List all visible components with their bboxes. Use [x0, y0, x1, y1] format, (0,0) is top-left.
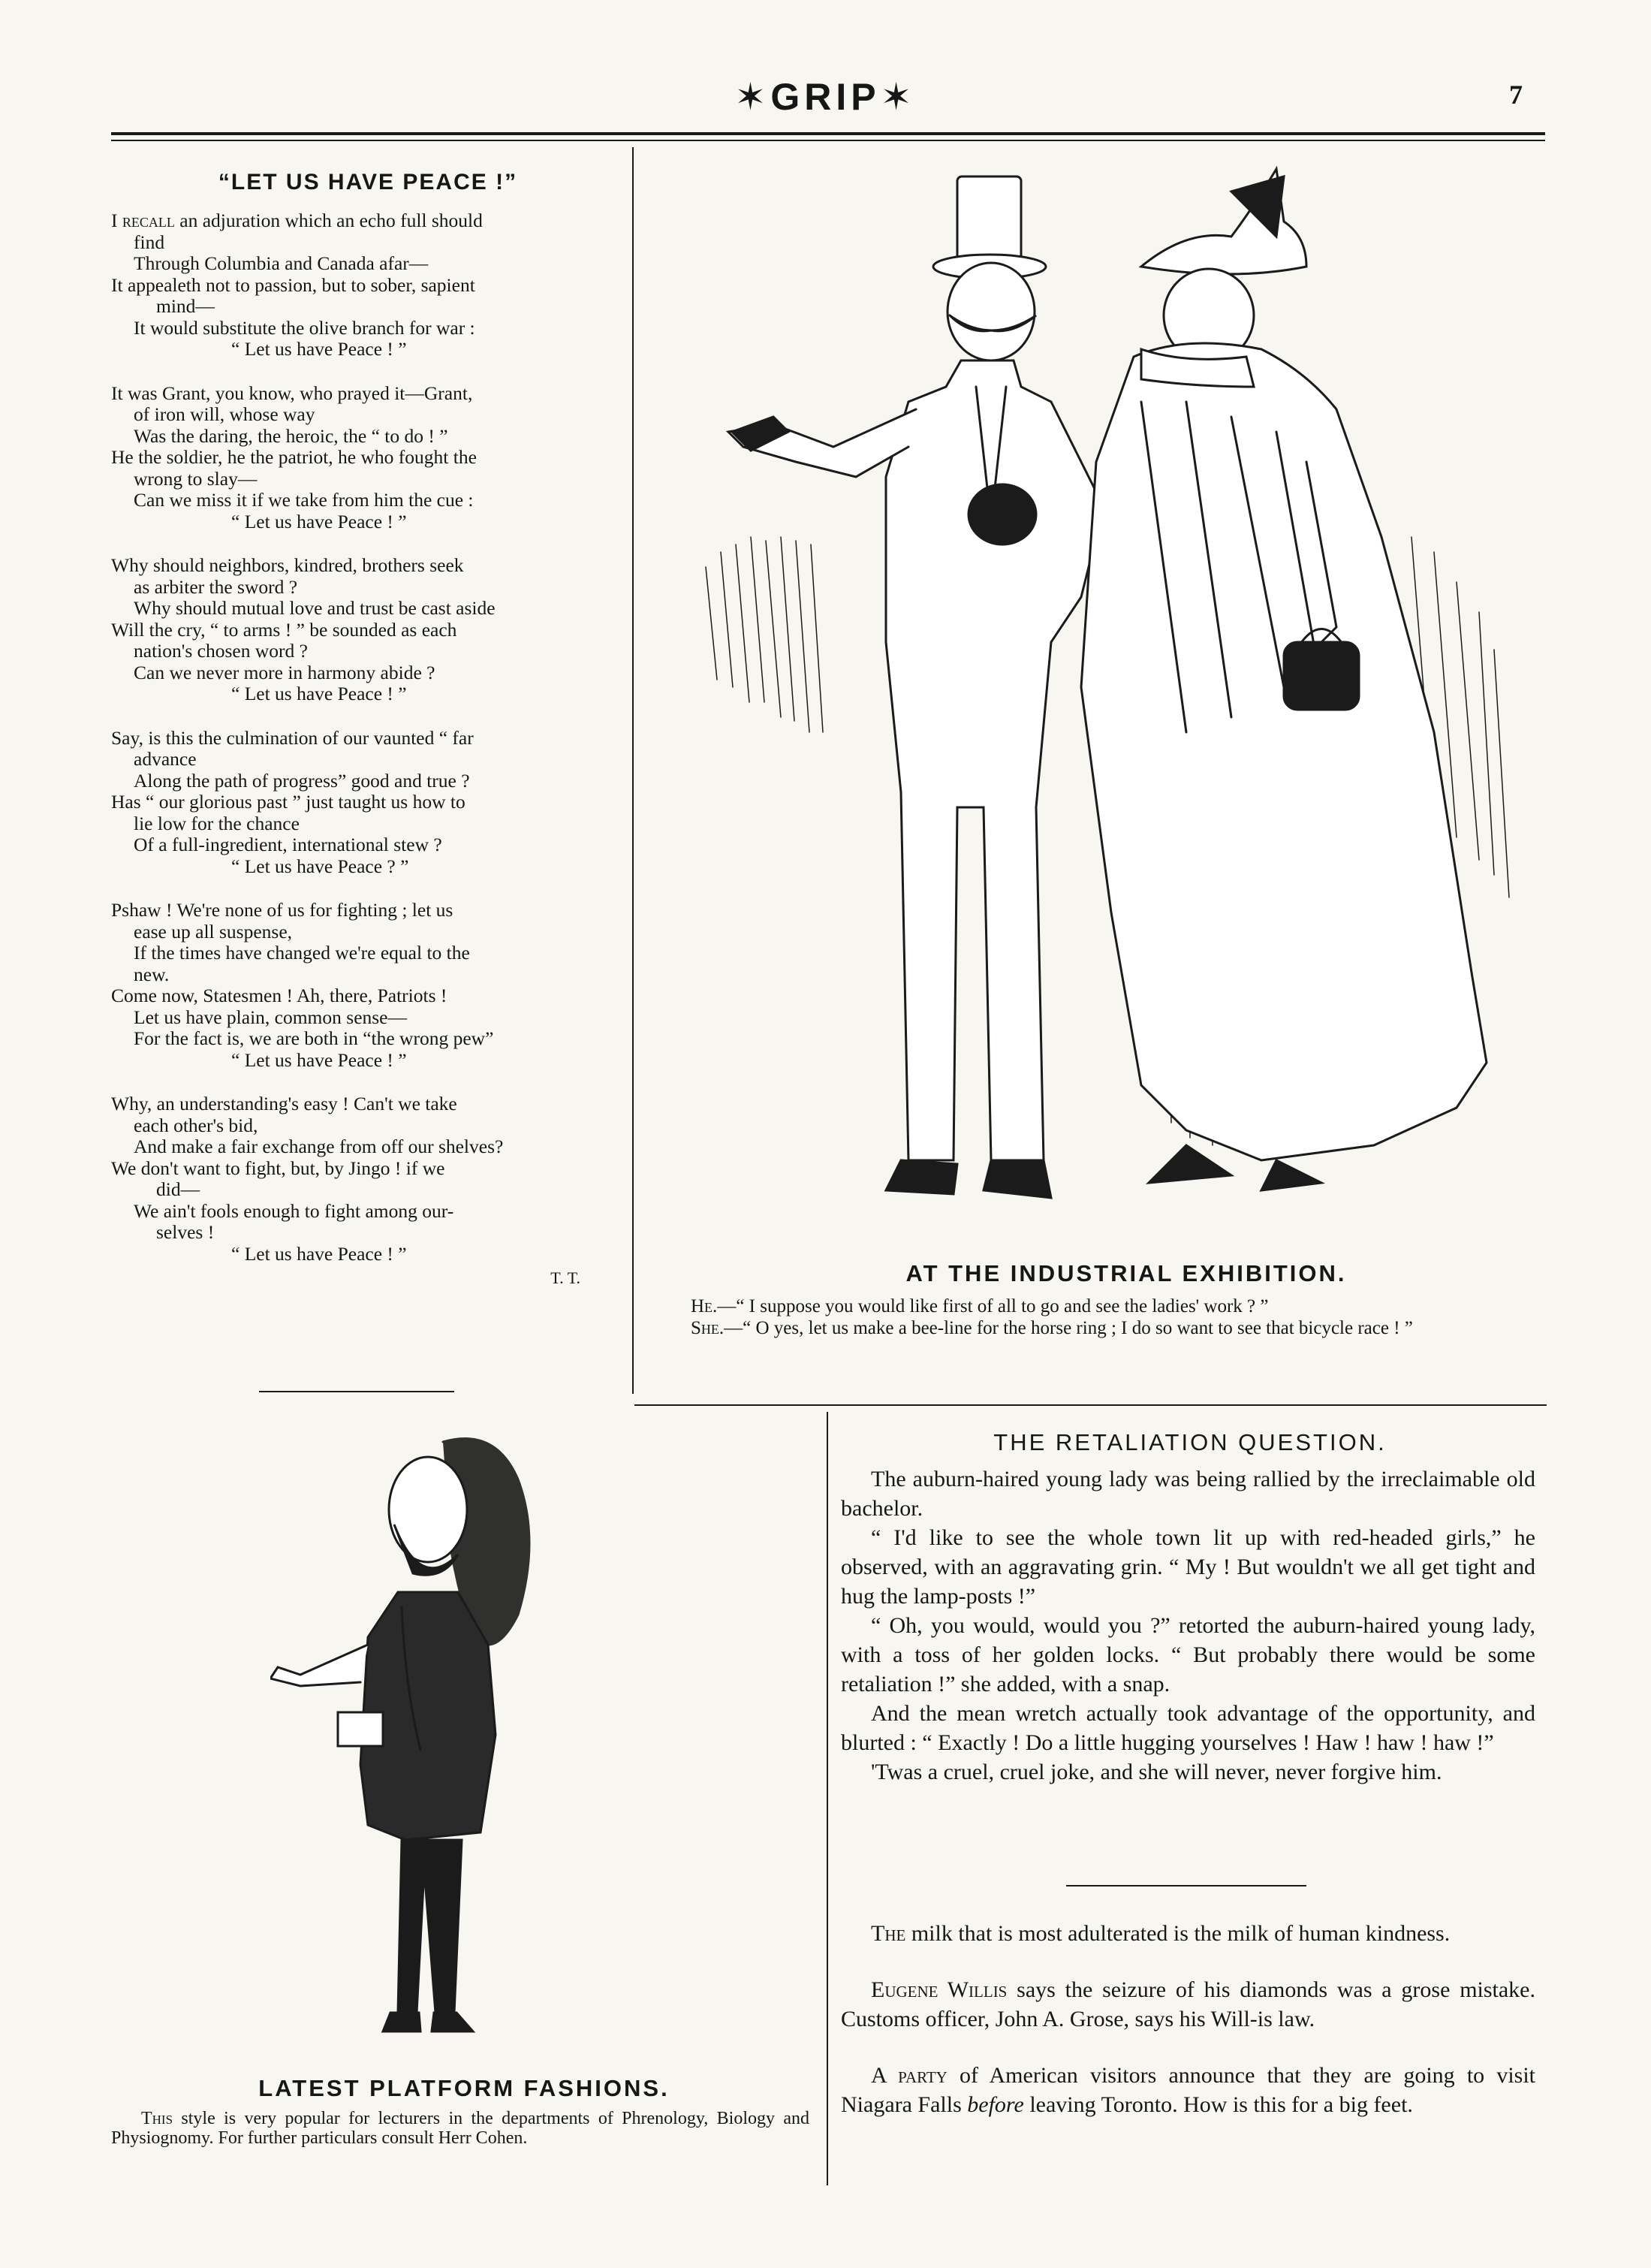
poem-stanza	[111, 210, 607, 360]
article-paragraph: “ I'd like to see the whole town lit up with red-headed girls,” he observed, with an aggravating grin. “ My ! But wouldn't we all get tight and hug the lamp-posts !”	[841, 1525, 1535, 1609]
fashions-lead: This	[141, 2109, 173, 2128]
poem-line: Has “ our glorious past ” just taught us how to	[111, 791, 465, 813]
retaliation-title: THE RETALIATION QUESTION.	[993, 1429, 1387, 1455]
poem-line: It would substitute the olive branch for war :	[134, 316, 475, 339]
squib-text: milk that is most adulterated is the milk of human kindness.	[905, 1921, 1451, 1946]
poem-stanza	[111, 728, 607, 878]
poem-line: Of a full-ingredient, international stew ?	[134, 834, 442, 855]
squib-tail: leaving Toronto. How is this for a big feet.	[1023, 2092, 1413, 2117]
poem-line: It appealeth not to passion, but to sober, sapient	[111, 273, 475, 296]
poem-stanza	[111, 555, 607, 705]
exhibition-illustration	[661, 161, 1562, 1243]
poem-line: each other's bid,	[134, 1114, 258, 1136]
article-paragraph: “ Oh, you would, would you ?” retorted the auburn-haired young lady, with a toss of her golden locks. “ But probably there would be some retaliation !” she added, with a snap.	[841, 1613, 1535, 1696]
she-text: —“ O yes, let us make a bee-line for the horse ring ; I do so want to see that bicycle race ! ”	[724, 1318, 1413, 1338]
poem-stanza	[111, 383, 607, 533]
poem-line: ease up all suspense,	[134, 920, 293, 942]
squib-lead: A party	[871, 2063, 948, 2088]
squib-text: says the seizure of his diamonds was a grose mistake. Customs officer, John A. Grose, says his Will-is law.	[841, 1977, 1535, 2031]
poem-line: find	[134, 231, 165, 253]
man-figure	[728, 176, 1104, 1198]
poem-line: It was Grant, you know, who prayed it—Grant,	[111, 382, 473, 404]
poem-line: did—	[156, 1178, 200, 1200]
fashions-caption	[111, 2109, 809, 2148]
poem-line: wrong to slay—	[134, 467, 258, 490]
column-divider-upper	[632, 147, 634, 1394]
poem-line: of iron will, whose way	[134, 403, 315, 425]
poem-line: I recall an adjuration which an echo full should	[111, 210, 483, 231]
poem-body	[111, 210, 607, 1289]
poem-line: Along the path of progress” good and true ?	[134, 769, 470, 792]
poem-line: lie low for the chance	[134, 812, 300, 834]
column-divider-lower	[827, 1412, 828, 2185]
poem-line: selves !	[156, 1221, 215, 1243]
lecturer-illustration	[270, 1419, 586, 2058]
poem-line: Through Columbia and Canada afar—	[134, 252, 429, 274]
he-text: —“ I suppose you would like first of all to go and see the ladies' work ? ”	[717, 1296, 1269, 1316]
poem-stanza	[111, 1093, 607, 1265]
she-label: She.	[691, 1318, 725, 1338]
poem-line: Pshaw ! We're none of us for fighting ; let us	[111, 899, 453, 921]
poem-line: as arbiter the sword ?	[134, 575, 298, 598]
squib-lead: The	[871, 1921, 906, 1946]
squib-1	[841, 1919, 1535, 1948]
poem-refrain: “ Let us have Peace ! ”	[231, 1242, 407, 1265]
poem-line: new.	[134, 963, 170, 985]
page-number: 7	[1509, 80, 1523, 110]
poem-title: “LET US HAVE PEACE !”	[218, 170, 518, 195]
poem-first-word: I recall	[111, 210, 175, 231]
poem-line: mind—	[156, 295, 215, 317]
poem-line: Was the daring, the heroic, the “ to do ! ”	[134, 424, 448, 447]
poem-line: Why should neighbors, kindred, brothers seek	[111, 554, 464, 576]
retaliation-article	[841, 1464, 1535, 1787]
poem-line: Can we never more in harmony abide ?	[134, 661, 435, 683]
poem-line: We ain't fools enough to fight among our-	[134, 1199, 454, 1222]
poem-line: Will the cry, “ to arms ! ” be sounded as each	[111, 618, 457, 641]
poem-end-rule	[259, 1391, 454, 1392]
article-paragraph: 'Twas a cruel, cruel joke, and she will never, never forgive him.	[871, 1760, 1442, 1784]
poem-stanza	[111, 900, 607, 1071]
squib-3	[841, 2061, 1535, 2119]
article-paragraph: And the mean wretch actually took advantage of the opportunity, and blurted : “ Exactly ! Do a little hugging yourselves ! Haw ! haw ! haw !”	[841, 1701, 1535, 1755]
poem-line: And make a fair exchange from off our shelves?	[134, 1136, 504, 1157]
squib-emphasis: before	[967, 2092, 1024, 2117]
poem-line: He the soldier, he the patriot, he who fought the	[111, 446, 477, 468]
poem-line: We don't want to fight, but, by Jingo ! if we	[111, 1157, 445, 1179]
header-rule-thick	[111, 132, 1545, 135]
poem-line: advance	[134, 748, 197, 770]
header-rule-thin	[111, 140, 1545, 141]
article-end-rule	[1066, 1885, 1306, 1886]
poem-line: Let us have plain, common sense—	[134, 1006, 407, 1028]
poem-line: Can we miss it if we take from him the cue :	[134, 489, 474, 511]
poem-line: nation's chosen word ?	[134, 640, 308, 662]
exhibition-caption-title: AT THE INDUSTRIAL EXHIBITION.	[905, 1260, 1347, 1286]
fashions-caption-title: LATEST PLATFORM FASHIONS.	[258, 2075, 670, 2101]
poem-refrain: “ Let us have Peace ! ”	[231, 1048, 407, 1071]
squib-2	[841, 1975, 1535, 2034]
masthead: ✶GRIP✶	[734, 76, 917, 118]
poem-refrain: “ Let us have Peace ! ”	[231, 683, 407, 704]
woman-figure	[1081, 169, 1487, 1190]
poem-refrain: “ Let us have Peace ! ”	[231, 510, 407, 532]
section-divider-horizontal	[634, 1404, 1547, 1406]
poem-line: Why should mutual love and trust be cast aside	[134, 597, 496, 619]
poem-line: If the times have changed we're equal to the	[134, 942, 470, 964]
he-label: He.	[691, 1296, 718, 1316]
squib-lead: Eugene Willis	[871, 1977, 1008, 2002]
exhibition-caption	[661, 1295, 1547, 1339]
squib-text: of American visitors announce that they are going to visit Niagara Falls	[841, 2063, 1535, 2117]
poem-refrain: “ Let us have Peace ! ”	[231, 338, 407, 360]
exhibition-dialogue-she	[661, 1317, 1547, 1339]
fashions-text: style is very popular for lecturers in the departments of Phrenology, Biology and Physiognomy. For further particulars consult Herr Cohen.	[111, 2109, 809, 2148]
poem-line: For the fact is, we are both in “the wrong pew”	[134, 1027, 494, 1049]
poem-signature: T. T.	[550, 1268, 580, 1287]
poem-line: Come now, Statesmen ! Ah, there, Patriots !	[111, 985, 447, 1006]
poem-line: Say, is this the culmination of our vaunted “ far	[111, 726, 474, 749]
poem-refrain: “ Let us have Peace ? ”	[231, 855, 409, 877]
article-paragraph: The auburn-haired young lady was being rallied by the irreclaimable old bachelor.	[841, 1467, 1535, 1521]
squibs	[841, 1919, 1535, 2119]
poem-line: Why, an understanding's easy ! Can't we take	[111, 1093, 457, 1114]
exhibition-dialogue-he	[661, 1295, 1547, 1317]
